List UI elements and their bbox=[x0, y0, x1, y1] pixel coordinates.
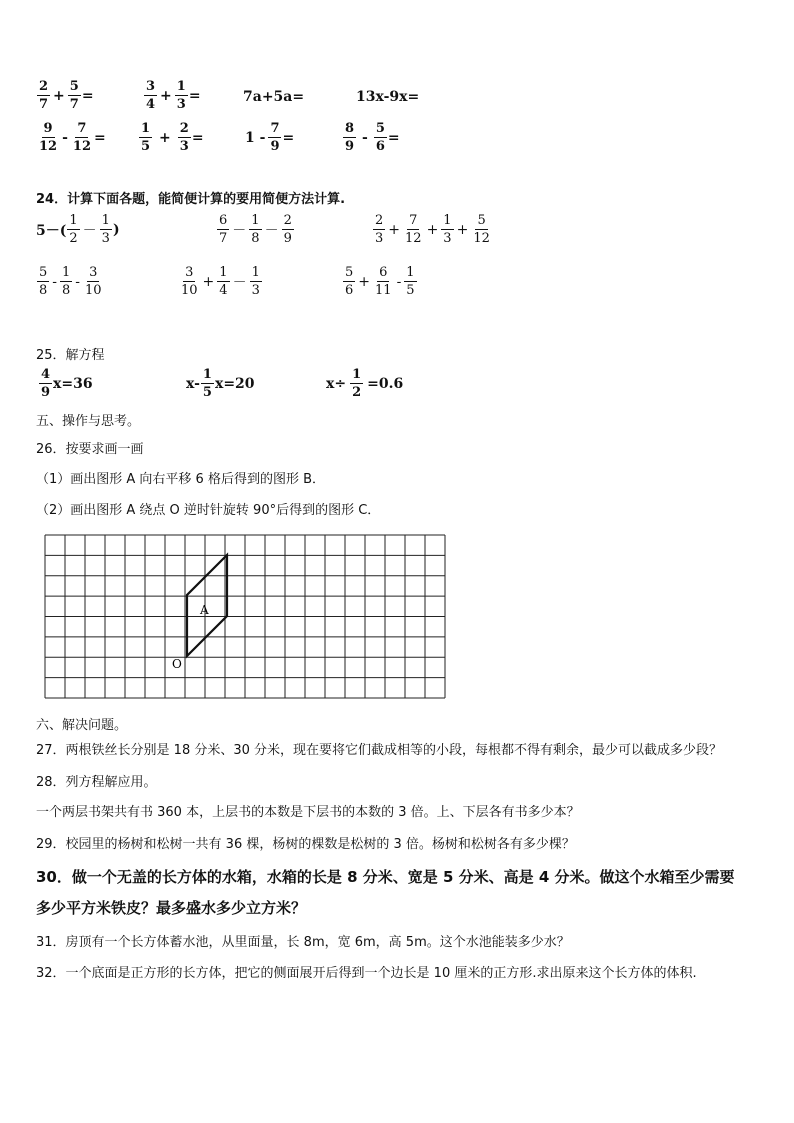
operator: + bbox=[456, 221, 469, 238]
numerator: 2 bbox=[375, 213, 384, 228]
denominator: 8 bbox=[62, 283, 71, 298]
numerator: 1 bbox=[406, 265, 415, 280]
numerator: 5 bbox=[477, 213, 486, 228]
numerator: 2 bbox=[39, 79, 49, 94]
denominator: 10 bbox=[85, 283, 102, 298]
operator: - bbox=[62, 129, 68, 146]
q24-expr4 bbox=[36, 266, 105, 297]
calc-row1-expr2 bbox=[143, 80, 201, 111]
operator: + bbox=[426, 221, 439, 238]
denominator: 9 bbox=[345, 139, 355, 154]
denominator: 5 bbox=[141, 139, 151, 154]
denominator: 7 bbox=[219, 231, 228, 246]
numerator: 9 bbox=[43, 121, 53, 136]
q24-title: 24．计算下面各题，能简便计算的要用简便方法计算. bbox=[36, 192, 346, 207]
denominator: 10 bbox=[181, 283, 198, 298]
numerator: 1 bbox=[251, 265, 260, 280]
operator: － bbox=[232, 222, 247, 239]
numerator: 7 bbox=[77, 121, 87, 136]
operator: － bbox=[232, 274, 247, 291]
lead-term: x÷ bbox=[326, 375, 347, 392]
numerator: 1 bbox=[443, 213, 452, 228]
lead-term: 5－( bbox=[36, 222, 67, 239]
denominator: 3 bbox=[101, 231, 110, 246]
operator: + bbox=[159, 129, 171, 146]
denominator: 12 bbox=[39, 139, 58, 154]
numerator: 3 bbox=[146, 79, 156, 94]
operator: + bbox=[202, 273, 215, 290]
q26-part2: （2）画出图形 A 绕点 O 逆时针旋转 90°后得到的图形 C． bbox=[36, 503, 381, 518]
denominator: 12 bbox=[405, 231, 422, 246]
numerator: 4 bbox=[41, 367, 51, 382]
numerator: 1 bbox=[251, 213, 260, 228]
denominator: 8 bbox=[251, 231, 260, 246]
numerator: 5 bbox=[345, 265, 354, 280]
q24-expr5 bbox=[178, 266, 263, 297]
q24-expr6 bbox=[342, 266, 418, 297]
operator: - bbox=[52, 273, 58, 290]
denominator: 9 bbox=[270, 139, 280, 154]
numerator: 3 bbox=[89, 265, 98, 280]
numerator: 8 bbox=[345, 121, 355, 136]
denominator: 3 bbox=[375, 231, 384, 246]
q24-expr1 bbox=[36, 214, 120, 245]
section-five-heading: 五、操作与思考。 bbox=[36, 414, 141, 429]
operator: + bbox=[358, 273, 371, 290]
denominator: 6 bbox=[375, 139, 385, 154]
denominator: 3 bbox=[179, 139, 189, 154]
numerator: 5 bbox=[69, 79, 79, 94]
denominator: 5 bbox=[406, 283, 415, 298]
denominator: 6 bbox=[345, 283, 354, 298]
equals: = bbox=[81, 87, 94, 104]
numerator: 7 bbox=[270, 121, 280, 136]
denominator: 7 bbox=[69, 97, 79, 112]
operator: － bbox=[82, 222, 97, 239]
q30-line1: 30．做一个无盖的长方体的水箱，水箱的长是 8 分米、宽是 5 分米、高是 4 分米。做这个水箱至少需要 bbox=[36, 868, 735, 886]
operator: + bbox=[388, 221, 401, 238]
denominator: 3 bbox=[251, 283, 260, 298]
tail-term: =0.6 bbox=[367, 375, 404, 392]
q28-title: 28．列方程解应用。 bbox=[36, 775, 157, 790]
operator: - bbox=[396, 273, 402, 290]
equals: = bbox=[191, 129, 204, 146]
q26-part1: （1）画出图形 A 向右平移 6 格后得到的图形 B． bbox=[36, 472, 326, 487]
numerator: 6 bbox=[379, 265, 388, 280]
numerator: 1 bbox=[101, 213, 110, 228]
calc-row1-expr4: 13x-9x= bbox=[356, 89, 420, 105]
numerator: 1 bbox=[352, 367, 362, 382]
q24-expr2 bbox=[216, 214, 295, 245]
equals: = bbox=[188, 87, 201, 104]
grid-lines bbox=[45, 535, 445, 698]
point-o-label: O bbox=[172, 657, 182, 671]
operator: + bbox=[53, 87, 65, 104]
shape-a-label: A bbox=[200, 603, 209, 617]
q27-text: 27．两根铁丝长分别是 18 分米、30 分米，现在要将它们截成相等的小段，每根都不得有剩余，最少可以截成多少段？ bbox=[36, 743, 723, 758]
operator: - bbox=[75, 273, 81, 290]
q26-title: 26．按要求画一画 bbox=[36, 442, 144, 457]
numerator: 1 bbox=[141, 121, 151, 136]
denominator: 7 bbox=[39, 97, 49, 112]
calc-row1-expr1 bbox=[36, 80, 94, 111]
denominator: 9 bbox=[41, 385, 51, 400]
denominator: 11 bbox=[375, 283, 392, 298]
denominator: 2 bbox=[69, 231, 78, 246]
denominator: 4 bbox=[219, 283, 228, 298]
lead-term: 1 - bbox=[245, 129, 266, 146]
equals: = bbox=[282, 129, 295, 146]
q25-equation3 bbox=[326, 368, 403, 399]
q25-equation1 bbox=[38, 368, 93, 399]
q31-text: 31．房顶有一个长方体蓄水池，从里面量，长 8m，宽 6m，高 5m。这个水池能装多少水？ bbox=[36, 935, 570, 950]
numerator: 5 bbox=[39, 265, 48, 280]
tail-term: ) bbox=[112, 221, 120, 238]
q24-expr3 bbox=[372, 214, 493, 245]
numerator: 1 bbox=[202, 367, 212, 382]
numerator: 1 bbox=[219, 265, 228, 280]
numerator: 1 bbox=[69, 213, 78, 228]
denominator: 2 bbox=[352, 385, 362, 400]
denominator: 4 bbox=[146, 97, 156, 112]
numerator: 7 bbox=[409, 213, 418, 228]
q32-text: 32．一个底面是正方形的长方体，把它的侧面展开后得到一个边长是 10 厘米的正方形.求出原来这个长方体的体积. bbox=[36, 966, 697, 981]
section-six-heading: 六、解决问题。 bbox=[36, 718, 128, 733]
numerator: 2 bbox=[179, 121, 189, 136]
denominator: 12 bbox=[473, 231, 490, 246]
equals: = bbox=[387, 129, 400, 146]
calc-row2-expr2 bbox=[138, 122, 204, 153]
equals: = bbox=[94, 129, 106, 146]
denominator: 3 bbox=[176, 97, 186, 112]
grid-figure bbox=[40, 530, 450, 704]
calc-row2-expr4 bbox=[342, 122, 400, 153]
lead-term: x- bbox=[186, 375, 200, 392]
numerator: 1 bbox=[176, 79, 186, 94]
calc-row1-expr3: 7a+5a= bbox=[243, 89, 305, 105]
numerator: 3 bbox=[185, 265, 194, 280]
numerator: 2 bbox=[283, 213, 292, 228]
denominator: 5 bbox=[202, 385, 212, 400]
q25-equation2 bbox=[186, 368, 255, 399]
denominator: 12 bbox=[72, 139, 91, 154]
denominator: 9 bbox=[283, 231, 292, 246]
numerator: 5 bbox=[375, 121, 385, 136]
q25-title: 25．解方程 bbox=[36, 348, 105, 363]
denominator: 3 bbox=[443, 231, 452, 246]
operator: - bbox=[362, 129, 368, 146]
tail-term: x=36 bbox=[53, 375, 93, 392]
q30-line2: 多少平方米铁皮？最多盛水多少立方米？ bbox=[36, 899, 307, 917]
calc-row2-expr1 bbox=[36, 122, 106, 153]
numerator: 6 bbox=[219, 213, 228, 228]
tail-term: x=20 bbox=[214, 375, 255, 392]
operator: － bbox=[264, 222, 279, 239]
numerator: 1 bbox=[62, 265, 71, 280]
q29-text: 29．校园里的杨树和松树一共有 36 棵，杨树的棵数是松树的 3 倍。杨树和松树各有多少棵？ bbox=[36, 837, 575, 852]
denominator: 8 bbox=[39, 283, 48, 298]
operator: + bbox=[160, 87, 172, 104]
q28-body: 一个两层书架共有书 360 本，上层书的本数是下层书的本数的 3 倍。上、下层各有书多少本？ bbox=[36, 805, 580, 820]
calc-row2-expr3 bbox=[243, 122, 294, 153]
